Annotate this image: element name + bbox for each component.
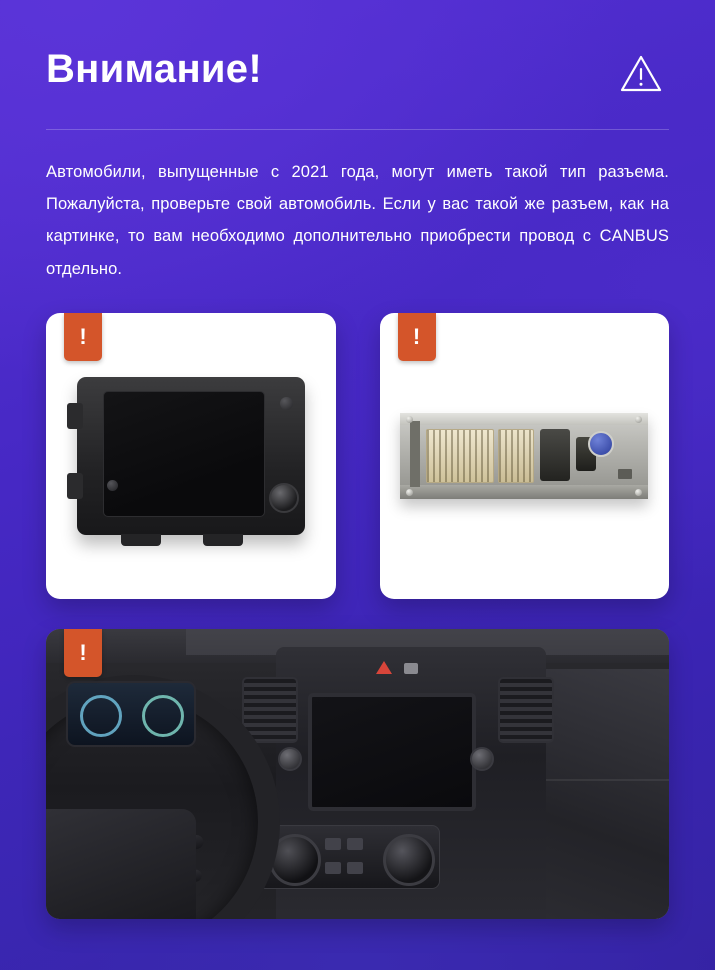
car-dashboard-image bbox=[46, 629, 669, 919]
page-title: Внимание! bbox=[46, 47, 262, 91]
page-header bbox=[46, 0, 669, 101]
exclamation-badge-icon: ! bbox=[64, 313, 102, 361]
head-unit-front-photo bbox=[46, 313, 336, 599]
header-divider bbox=[46, 129, 669, 130]
exclamation-badge-icon: ! bbox=[64, 629, 102, 677]
exclamation-badge-icon: ! bbox=[398, 313, 436, 361]
car-dashboard-photo bbox=[46, 629, 669, 919]
head-unit-connector-photo bbox=[380, 313, 670, 599]
warning-paragraph: Автомобили, выпущенные с 2021 года, могут иметь такой тип разъема. Пожалуйста, проверьте свой автомобиль. Если у вас такой же разъем, как на картинке, то вам необходимо дополнительно приобрести провод с CANBUS отдельно. bbox=[46, 163, 669, 278]
warning-triangle-icon bbox=[619, 52, 663, 101]
photo-row bbox=[46, 313, 669, 599]
